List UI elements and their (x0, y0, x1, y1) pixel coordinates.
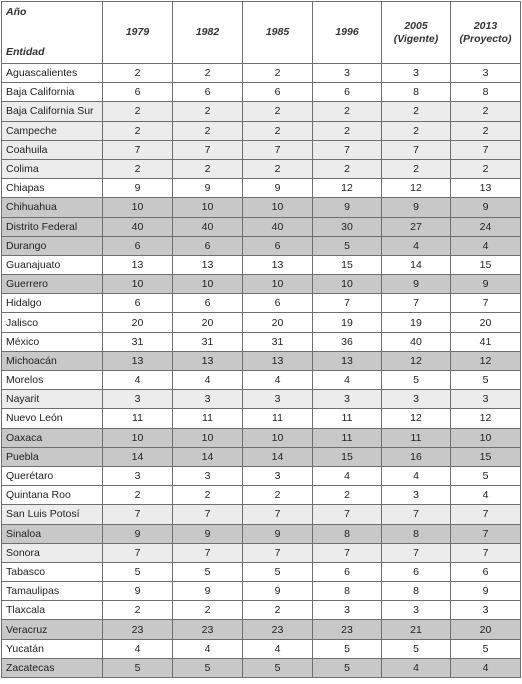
value-cell: 5 (173, 562, 243, 581)
value-cell: 19 (313, 313, 382, 332)
value-cell: 3 (451, 64, 521, 83)
value-cell: 6 (103, 83, 173, 102)
value-cell: 2 (313, 159, 382, 178)
value-cell: 7 (382, 543, 451, 562)
value-cell: 10 (103, 428, 173, 447)
value-cell: 20 (243, 313, 313, 332)
value-cell: 40 (103, 217, 173, 236)
value-cell: 6 (313, 83, 382, 102)
value-cell: 5 (103, 562, 173, 581)
value-cell: 12 (382, 409, 451, 428)
value-cell: 12 (451, 351, 521, 370)
value-cell: 40 (382, 332, 451, 351)
entity-name-cell: Colima (2, 159, 103, 178)
entity-name-cell: Quintana Roo (2, 486, 103, 505)
value-cell: 12 (382, 179, 451, 198)
value-cell: 9 (103, 179, 173, 198)
value-cell: 7 (451, 294, 521, 313)
value-cell: 14 (103, 447, 173, 466)
value-cell: 27 (382, 217, 451, 236)
value-cell: 10 (243, 428, 313, 447)
value-cell: 23 (173, 620, 243, 639)
value-cell: 4 (382, 466, 451, 485)
value-cell: 2 (173, 601, 243, 620)
value-cell: 8 (382, 83, 451, 102)
value-cell: 3 (243, 466, 313, 485)
entity-name-cell: Campeche (2, 121, 103, 140)
value-cell: 2 (103, 121, 173, 140)
value-cell: 9 (451, 582, 521, 601)
value-cell: 31 (103, 332, 173, 351)
value-cell: 7 (103, 543, 173, 562)
value-cell: 2 (103, 601, 173, 620)
value-cell: 4 (173, 639, 243, 658)
value-cell: 9 (313, 198, 382, 217)
value-cell: 2 (173, 486, 243, 505)
value-cell: 4 (451, 236, 521, 255)
value-cell: 3 (313, 390, 382, 409)
value-cell: 9 (173, 179, 243, 198)
value-cell: 30 (313, 217, 382, 236)
table-row (2, 371, 521, 390)
value-cell: 4 (451, 658, 521, 677)
table-row (2, 255, 521, 274)
entity-name-cell: Nayarit (2, 390, 103, 409)
entity-name-cell: México (2, 332, 103, 351)
value-cell: 13 (173, 351, 243, 370)
value-cell: 2 (103, 102, 173, 121)
value-cell: 20 (173, 313, 243, 332)
table-row (2, 217, 521, 236)
value-cell: 10 (103, 275, 173, 294)
value-cell: 5 (313, 658, 382, 677)
entity-name-cell: Guerrero (2, 275, 103, 294)
table-row (2, 562, 521, 581)
value-cell: 6 (103, 294, 173, 313)
value-cell: 2 (451, 121, 521, 140)
value-cell: 5 (313, 236, 382, 255)
value-cell: 10 (451, 428, 521, 447)
value-cell: 2 (313, 102, 382, 121)
value-cell: 2 (103, 486, 173, 505)
value-cell: 3 (382, 601, 451, 620)
entity-name-cell: Michoacán (2, 351, 103, 370)
value-cell: 2 (382, 159, 451, 178)
table-row (2, 198, 521, 217)
value-cell: 6 (243, 83, 313, 102)
value-cell: 36 (313, 332, 382, 351)
value-cell: 3 (451, 390, 521, 409)
entity-name-cell: Chihuahua (2, 198, 103, 217)
value-cell: 7 (173, 140, 243, 159)
entity-header-label: Entidad (6, 46, 45, 58)
value-cell: 20 (451, 313, 521, 332)
header-row (2, 2, 521, 64)
table-row (2, 179, 521, 198)
value-cell: 2 (243, 64, 313, 83)
value-cell: 2 (313, 121, 382, 140)
value-cell: 16 (382, 447, 451, 466)
value-cell: 13 (243, 351, 313, 370)
value-cell: 11 (313, 428, 382, 447)
table-row (2, 83, 521, 102)
entity-name-cell: Tlaxcala (2, 601, 103, 620)
value-cell: 4 (173, 371, 243, 390)
column-header-1985 (243, 2, 313, 64)
value-cell: 10 (313, 275, 382, 294)
table-row (2, 64, 521, 83)
value-cell: 3 (103, 390, 173, 409)
value-cell: 5 (173, 658, 243, 677)
value-cell: 5 (451, 466, 521, 485)
entity-name-cell: Tabasco (2, 562, 103, 581)
value-cell: 15 (451, 447, 521, 466)
value-cell: 7 (173, 543, 243, 562)
table-row (2, 428, 521, 447)
value-cell: 6 (173, 236, 243, 255)
value-cell: 9 (451, 198, 521, 217)
table-row (2, 351, 521, 370)
column-header-1982 (173, 2, 243, 64)
value-cell: 9 (382, 275, 451, 294)
year-header-label: Año (6, 6, 27, 18)
entity-name-cell: Durango (2, 236, 103, 255)
value-cell: 2 (382, 102, 451, 121)
value-cell: 15 (451, 255, 521, 274)
value-cell: 3 (313, 64, 382, 83)
table-row (2, 159, 521, 178)
value-cell: 3 (103, 466, 173, 485)
entity-name-cell: Yucatán (2, 639, 103, 658)
value-cell: 8 (313, 582, 382, 601)
value-cell: 5 (451, 371, 521, 390)
table-row (2, 639, 521, 658)
entity-name-cell: Hidalgo (2, 294, 103, 313)
entity-name-cell: Sinaloa (2, 524, 103, 543)
column-header-year: 2013 (473, 19, 498, 32)
value-cell: 2 (173, 159, 243, 178)
value-cell: 10 (173, 275, 243, 294)
value-cell: 2 (382, 121, 451, 140)
value-cell: 9 (243, 179, 313, 198)
table-row (2, 236, 521, 255)
value-cell: 7 (451, 505, 521, 524)
column-header-year: 1996 (335, 26, 359, 38)
value-cell: 6 (173, 83, 243, 102)
table-row (2, 121, 521, 140)
value-cell: 5 (243, 658, 313, 677)
value-cell: 6 (243, 236, 313, 255)
value-cell: 5 (451, 639, 521, 658)
value-cell: 4 (451, 486, 521, 505)
value-cell: 2 (243, 486, 313, 505)
table-row (2, 313, 521, 332)
value-cell: 7 (243, 140, 313, 159)
entity-name-cell: Sonora (2, 543, 103, 562)
value-cell: 7 (103, 505, 173, 524)
value-cell: 13 (103, 255, 173, 274)
entity-name-cell: Veracruz (2, 620, 103, 639)
value-cell: 11 (103, 409, 173, 428)
value-cell: 14 (243, 447, 313, 466)
entity-name-cell: Distrito Federal (2, 217, 103, 236)
value-cell: 3 (382, 64, 451, 83)
value-cell: 7 (451, 524, 521, 543)
value-cell: 2 (173, 64, 243, 83)
value-cell: 3 (173, 466, 243, 485)
value-cell: 31 (173, 332, 243, 351)
value-cell: 15 (313, 255, 382, 274)
value-cell: 5 (313, 639, 382, 658)
table-row (2, 505, 521, 524)
entity-name-cell: Aguascalientes (2, 64, 103, 83)
value-cell: 2 (243, 121, 313, 140)
table-row (2, 409, 521, 428)
value-cell: 2 (313, 486, 382, 505)
value-cell: 6 (103, 236, 173, 255)
value-cell: 2 (243, 102, 313, 121)
value-cell: 2 (243, 159, 313, 178)
value-cell: 5 (243, 562, 313, 581)
value-cell: 9 (451, 275, 521, 294)
table-row (2, 390, 521, 409)
value-cell: 4 (243, 371, 313, 390)
value-cell: 7 (313, 294, 382, 313)
value-cell: 3 (313, 601, 382, 620)
value-cell: 41 (451, 332, 521, 351)
value-cell: 14 (173, 447, 243, 466)
value-cell: 4 (313, 371, 382, 390)
table-row (2, 486, 521, 505)
value-cell: 10 (173, 428, 243, 447)
value-cell: 20 (103, 313, 173, 332)
value-cell: 13 (103, 351, 173, 370)
value-cell: 7 (451, 543, 521, 562)
value-cell: 40 (243, 217, 313, 236)
value-cell: 2 (243, 601, 313, 620)
value-cell: 3 (243, 390, 313, 409)
table-row (2, 275, 521, 294)
value-cell: 7 (382, 505, 451, 524)
value-cell: 13 (451, 179, 521, 198)
value-cell: 6 (173, 294, 243, 313)
table-row (2, 332, 521, 351)
value-cell: 19 (382, 313, 451, 332)
value-cell: 10 (173, 198, 243, 217)
value-cell: 8 (382, 582, 451, 601)
value-cell: 8 (451, 83, 521, 102)
value-cell: 9 (173, 582, 243, 601)
table-row (2, 582, 521, 601)
column-header-year: 1982 (195, 26, 220, 38)
value-cell: 13 (313, 351, 382, 370)
value-cell: 2 (173, 102, 243, 121)
value-cell: 23 (313, 620, 382, 639)
value-cell: 5 (382, 371, 451, 390)
value-cell: 4 (382, 236, 451, 255)
value-cell: 7 (243, 505, 313, 524)
table-row (2, 543, 521, 562)
value-cell: 2 (173, 121, 243, 140)
value-cell: 13 (243, 255, 313, 274)
value-cell: 40 (173, 217, 243, 236)
seats-by-state-table (1, 1, 521, 678)
value-cell: 5 (382, 639, 451, 658)
entity-name-cell: Chiapas (2, 179, 103, 198)
value-cell: 5 (103, 658, 173, 677)
entity-name-cell: Morelos (2, 371, 103, 390)
column-header-year: 2005 (404, 19, 428, 32)
entity-name-cell: Guanajuato (2, 255, 103, 274)
table-row (2, 447, 521, 466)
value-cell: 4 (103, 371, 173, 390)
entity-name-cell: Baja California (2, 83, 103, 102)
value-cell: 9 (103, 524, 173, 543)
column-header-year: 1985 (265, 26, 290, 38)
column-header-1996 (313, 2, 382, 64)
entity-name-cell: Jalisco (2, 313, 103, 332)
entity-name-cell: Nuevo León (2, 409, 103, 428)
value-cell: 7 (313, 543, 382, 562)
value-cell: 9 (173, 524, 243, 543)
value-cell: 12 (313, 179, 382, 198)
value-cell: 7 (103, 140, 173, 159)
corner-header-cell (2, 2, 103, 64)
value-cell: 4 (313, 466, 382, 485)
value-cell: 6 (382, 562, 451, 581)
value-cell: 3 (451, 601, 521, 620)
value-cell: 8 (313, 524, 382, 543)
table-row (2, 601, 521, 620)
value-cell: 2 (103, 159, 173, 178)
value-cell: 20 (451, 620, 521, 639)
value-cell: 4 (243, 639, 313, 658)
table-row (2, 466, 521, 485)
value-cell: 8 (382, 524, 451, 543)
value-cell: 12 (451, 409, 521, 428)
value-cell: 6 (243, 294, 313, 313)
table-row (2, 658, 521, 677)
value-cell: 24 (451, 217, 521, 236)
entity-name-cell: Tamaulipas (2, 582, 103, 601)
column-header-1979 (103, 2, 173, 64)
value-cell: 2 (451, 159, 521, 178)
value-cell: 9 (243, 582, 313, 601)
value-cell: 10 (243, 275, 313, 294)
value-cell: 7 (173, 505, 243, 524)
entity-name-cell: San Luis Potosí (2, 505, 103, 524)
value-cell: 21 (382, 620, 451, 639)
value-cell: 2 (451, 102, 521, 121)
value-cell: 7 (313, 505, 382, 524)
value-cell: 6 (451, 562, 521, 581)
table-row (2, 524, 521, 543)
value-cell: 11 (313, 409, 382, 428)
value-cell: 11 (243, 409, 313, 428)
table-body (2, 64, 521, 678)
value-cell: 31 (243, 332, 313, 351)
value-cell: 6 (313, 562, 382, 581)
entity-name-cell: Puebla (2, 447, 103, 466)
value-cell: 11 (382, 428, 451, 447)
value-cell: 7 (382, 140, 451, 159)
value-cell: 7 (313, 140, 382, 159)
table-row (2, 140, 521, 159)
column-header-note: (Proyecto) (459, 32, 512, 45)
value-cell: 12 (382, 351, 451, 370)
column-header-note: (Vigente) (393, 32, 439, 45)
value-cell: 23 (103, 620, 173, 639)
table-row (2, 102, 521, 121)
value-cell: 10 (243, 198, 313, 217)
entity-name-cell: Querétaro (2, 466, 103, 485)
entity-name-cell: Zacatecas (2, 658, 103, 677)
entity-name-cell: Baja California Sur (2, 102, 103, 121)
value-cell: 9 (382, 198, 451, 217)
value-cell: 3 (382, 486, 451, 505)
value-cell: 23 (243, 620, 313, 639)
value-cell: 9 (243, 524, 313, 543)
value-cell: 7 (382, 294, 451, 313)
value-cell: 15 (313, 447, 382, 466)
value-cell: 3 (173, 390, 243, 409)
entity-name-cell: Coahuila (2, 140, 103, 159)
value-cell: 9 (103, 582, 173, 601)
value-cell: 10 (103, 198, 173, 217)
value-cell: 3 (382, 390, 451, 409)
value-cell: 2 (103, 64, 173, 83)
value-cell: 4 (103, 639, 173, 658)
value-cell: 13 (173, 255, 243, 274)
value-cell: 4 (382, 658, 451, 677)
table-row (2, 294, 521, 313)
column-header-year: 1979 (125, 26, 150, 38)
value-cell: 7 (451, 140, 521, 159)
column-header-2005 (382, 2, 451, 64)
value-cell: 7 (243, 543, 313, 562)
column-header-2013 (451, 2, 521, 64)
entity-name-cell: Oaxaca (2, 428, 103, 447)
table-row (2, 620, 521, 639)
value-cell: 14 (382, 255, 451, 274)
value-cell: 11 (173, 409, 243, 428)
